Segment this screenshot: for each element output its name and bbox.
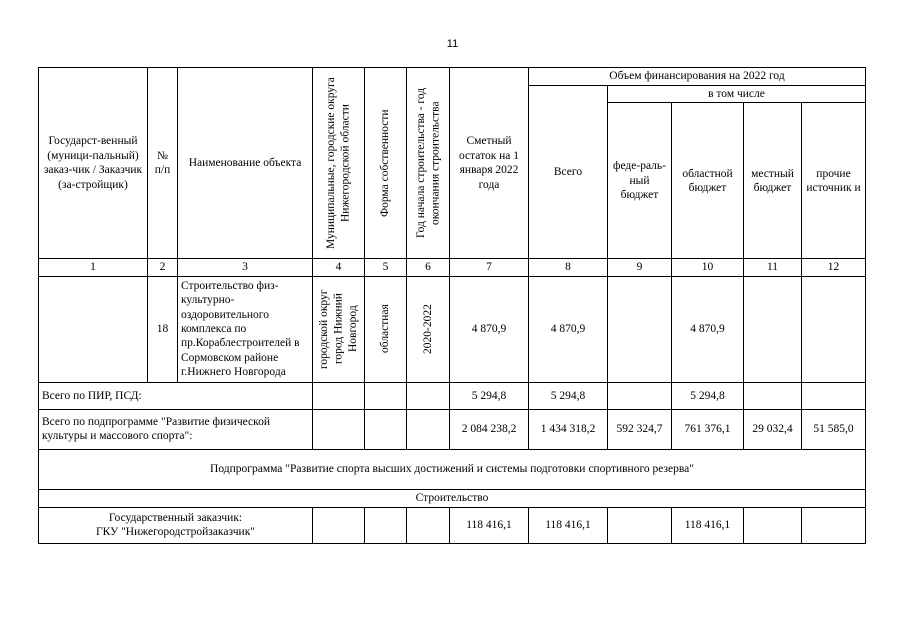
column-numbers-row: [39, 259, 866, 276]
column-number: 4: [313, 259, 365, 276]
empty-cell: [744, 507, 802, 543]
subprogram-title-row: [39, 449, 866, 489]
row18-ownership: [365, 276, 407, 382]
row18-municipality: [313, 276, 365, 382]
customer-label: [39, 507, 313, 543]
total-pir-regional: 5 294,8: [672, 382, 744, 409]
section-title: Строительство: [39, 489, 866, 507]
header-municipality: [313, 68, 365, 259]
column-number: 3: [178, 259, 313, 276]
row18-total: 4 870,9: [529, 276, 608, 382]
column-number: 1: [39, 259, 148, 276]
total-subprogram-local: 29 032,4: [744, 409, 802, 449]
header-years: [407, 68, 450, 259]
column-number: 6: [407, 259, 450, 276]
total-subprogram-estimate: 2 084 238,2: [450, 409, 529, 449]
header-ownership-text: Форма собственности: [379, 109, 392, 217]
column-number: 8: [529, 259, 608, 276]
column-number: 11: [744, 259, 802, 276]
empty-cell: [802, 382, 866, 409]
row18-other: [802, 276, 866, 382]
empty-cell: [365, 507, 407, 543]
total-subprogram-label: Всего по подпрограмме "Развитие физической культуры и массового спорта":: [39, 409, 313, 449]
empty-cell: [744, 382, 802, 409]
row18-estimate: 4 870,9: [450, 276, 529, 382]
row18-regional: 4 870,9: [672, 276, 744, 382]
empty-cell: [365, 382, 407, 409]
empty-cell: [407, 409, 450, 449]
header-local: местный бюджет: [744, 103, 802, 259]
header-funding-group: Объем финансирования на 2022 год: [529, 68, 866, 86]
total-pir-total: 5 294,8: [529, 382, 608, 409]
total-subprogram-federal: 592 324,7: [608, 409, 672, 449]
empty-cell: [407, 507, 450, 543]
empty-cell: [608, 382, 672, 409]
section-row: [39, 489, 866, 507]
customer-row: [39, 507, 866, 543]
row18-federal: [608, 276, 672, 382]
customer-label-line2: ГКУ "Нижегородстройзаказчик": [96, 526, 255, 539]
column-number: 7: [450, 259, 529, 276]
subprogram-title: Подпрограмма "Развитие спорта высших достижений и системы подготовки спортивного резерва": [39, 449, 866, 489]
table-row-18: [39, 276, 866, 382]
empty-cell: [802, 507, 866, 543]
empty-cell: [313, 507, 365, 543]
column-number: 10: [672, 259, 744, 276]
column-number: 9: [608, 259, 672, 276]
header-number: № п/п: [148, 68, 178, 259]
header-estimate: Сметный остаток на 1 января 2022 года: [450, 68, 529, 259]
total-pir-row: [39, 382, 866, 409]
header-in-that-number: в том числе: [608, 86, 866, 103]
empty-cell: [313, 409, 365, 449]
customer-regional: 118 416,1: [672, 507, 744, 543]
total-subprogram-total: 1 434 318,2: [529, 409, 608, 449]
header-municipality-text: Муниципальные, городские округа Нижегородской области: [325, 77, 352, 250]
total-subprogram-other: 51 585,0: [802, 409, 866, 449]
header-row-1: [39, 68, 866, 86]
total-subprogram-row: [39, 409, 866, 449]
row18-ownership-text: областная: [379, 304, 392, 354]
column-number: 2: [148, 259, 178, 276]
header-federal: феде-раль-ный бюджет: [608, 103, 672, 259]
row18-object-name: Строительство физ-культурно-оздоровительного комплекса по пр.Кораблестроителей в Сормовском районе г.Нижнего Новгорода: [178, 276, 313, 382]
empty-cell: [407, 382, 450, 409]
row18-number: 18: [148, 276, 178, 382]
total-subprogram-regional: 761 376,1: [672, 409, 744, 449]
header-object-name: Наименование объекта: [178, 68, 313, 259]
row18-customer: [39, 276, 148, 382]
page-number: 11: [446, 38, 459, 50]
investment-program-table: [38, 67, 866, 544]
total-pir-label: Всего по ПИР, ПСД:: [39, 382, 313, 409]
column-number: 12: [802, 259, 866, 276]
row18-municipality-text: городской округ город Нижний Новгород: [317, 289, 359, 369]
header-total: Всего: [529, 86, 608, 259]
empty-cell: [608, 507, 672, 543]
row18-local: [744, 276, 802, 382]
column-number: 5: [365, 259, 407, 276]
customer-estimate: 118 416,1: [450, 507, 529, 543]
row18-years-text: 2020-2022: [421, 304, 434, 355]
total-pir-estimate: 5 294,8: [450, 382, 529, 409]
header-ownership: [365, 68, 407, 259]
customer-total: 118 416,1: [529, 507, 608, 543]
header-other: прочие источник и: [802, 103, 866, 259]
header-years-text: Год начала строительства - год окончания строительства: [414, 88, 441, 239]
row18-years: [407, 276, 450, 382]
empty-cell: [313, 382, 365, 409]
empty-cell: [365, 409, 407, 449]
header-regional: областной бюджет: [672, 103, 744, 259]
header-customer: Государст-венный (муници-пальный) заказ-чик / Заказчик (за-стройщик): [39, 68, 148, 259]
customer-label-line1: Государственный заказчик:: [108, 511, 243, 524]
